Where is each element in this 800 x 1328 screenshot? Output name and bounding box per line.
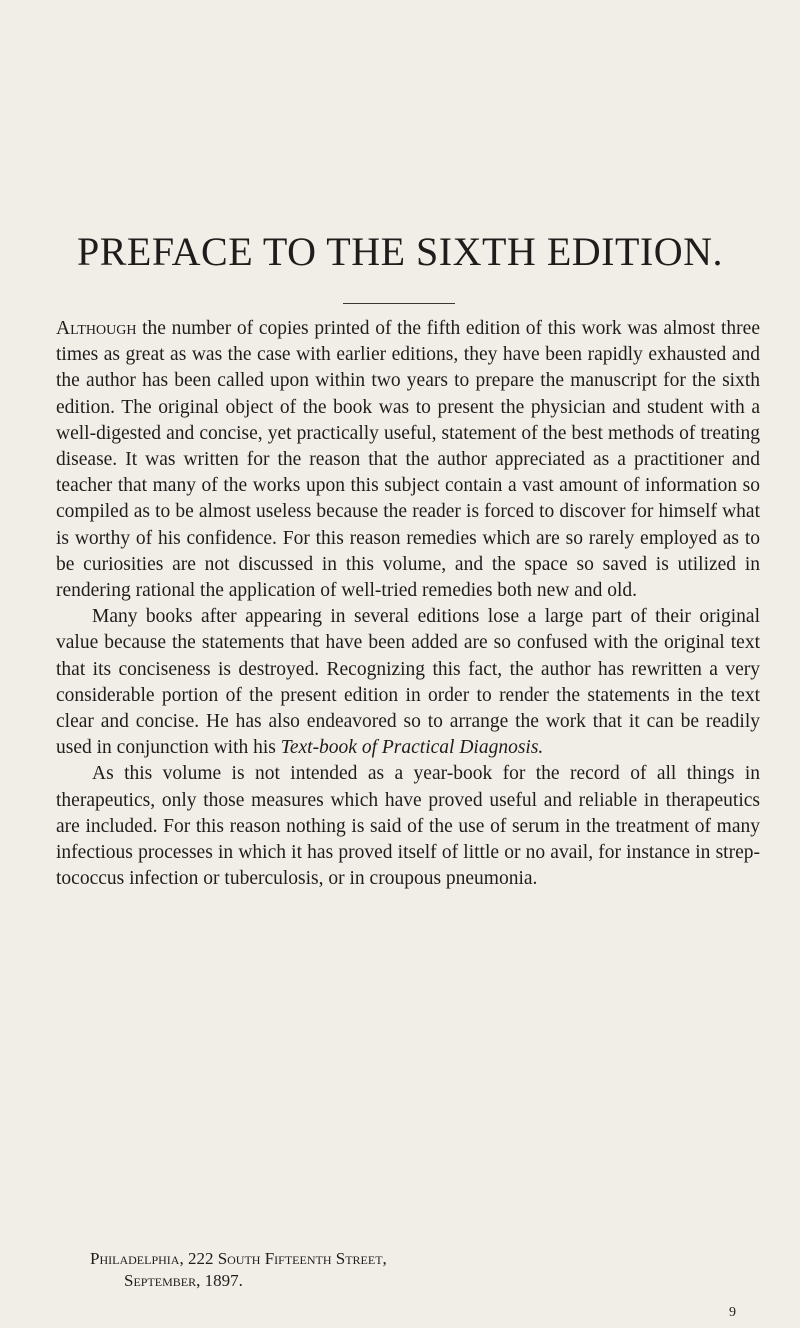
paragraph-1-lead: Although xyxy=(56,318,137,339)
signoff-date: September, 1897. xyxy=(124,1271,243,1290)
title-divider xyxy=(343,303,455,304)
page-title: PREFACE TO THE SIXTH EDITION. xyxy=(77,229,723,274)
paragraph-2-text: Many books after appearing in several editions lose a large part of their original value because the statements that have been added are so confused with the original text that its conciseness is destroyed. Recognizing this fact, the author has rewritten a very considerable portion of the present edition in order to render the statements in the text clear and concise. He has also endeavored so to arrange the work that it can be readily used in conjunction with his xyxy=(56,606,760,759)
paragraph-1 xyxy=(56,316,760,604)
paragraph-1-text: the number of copies printed of the fifth edition of this work was almost three times as great as was the case with earlier editions, they have been rapidly exhausted and the author has been called upon within two years to prepare the manuscript for the sixth edition. The original object of the book was to present the physician and student with a well-digested and concise, yet practically useful, statement of the best methods of treating disease. It was written for the reason that the author appreciated as a practitioner and teacher that many of the works upon this subject contain a vast amount of information so compiled as to be almost useless because the reader is forced to discover for himself what is worthy of his confidence. For this reason remedies which are so rarely employed as to be curiosities are not discussed in this volume, and the space so saved is utilized in rendering rational the application of well-tried remedies both new and old. xyxy=(56,318,760,602)
paragraph-2 xyxy=(56,604,760,761)
book-title-reference: Text-book of Practical Diagnosis. xyxy=(280,737,544,759)
signoff-place: Philadelphia, 222 South Fifteenth Street, xyxy=(90,1249,387,1268)
paragraph-3 xyxy=(56,761,760,892)
signoff xyxy=(90,1248,690,1292)
page-number: 9 xyxy=(729,1305,736,1320)
paragraph-3-text: As this volume is not intended as a year-book for the record of all things in therapeutics, only those measures which have proved useful and reliable in therapeutics are included. For this reason nothing is said of the use of serum in the treatment of many infectious processes in which it has proved itself of little or no avail, for instance in streptococcus infection or tuberculosis, or in croupous pneumonia. xyxy=(56,763,760,890)
preface-body xyxy=(56,316,760,892)
